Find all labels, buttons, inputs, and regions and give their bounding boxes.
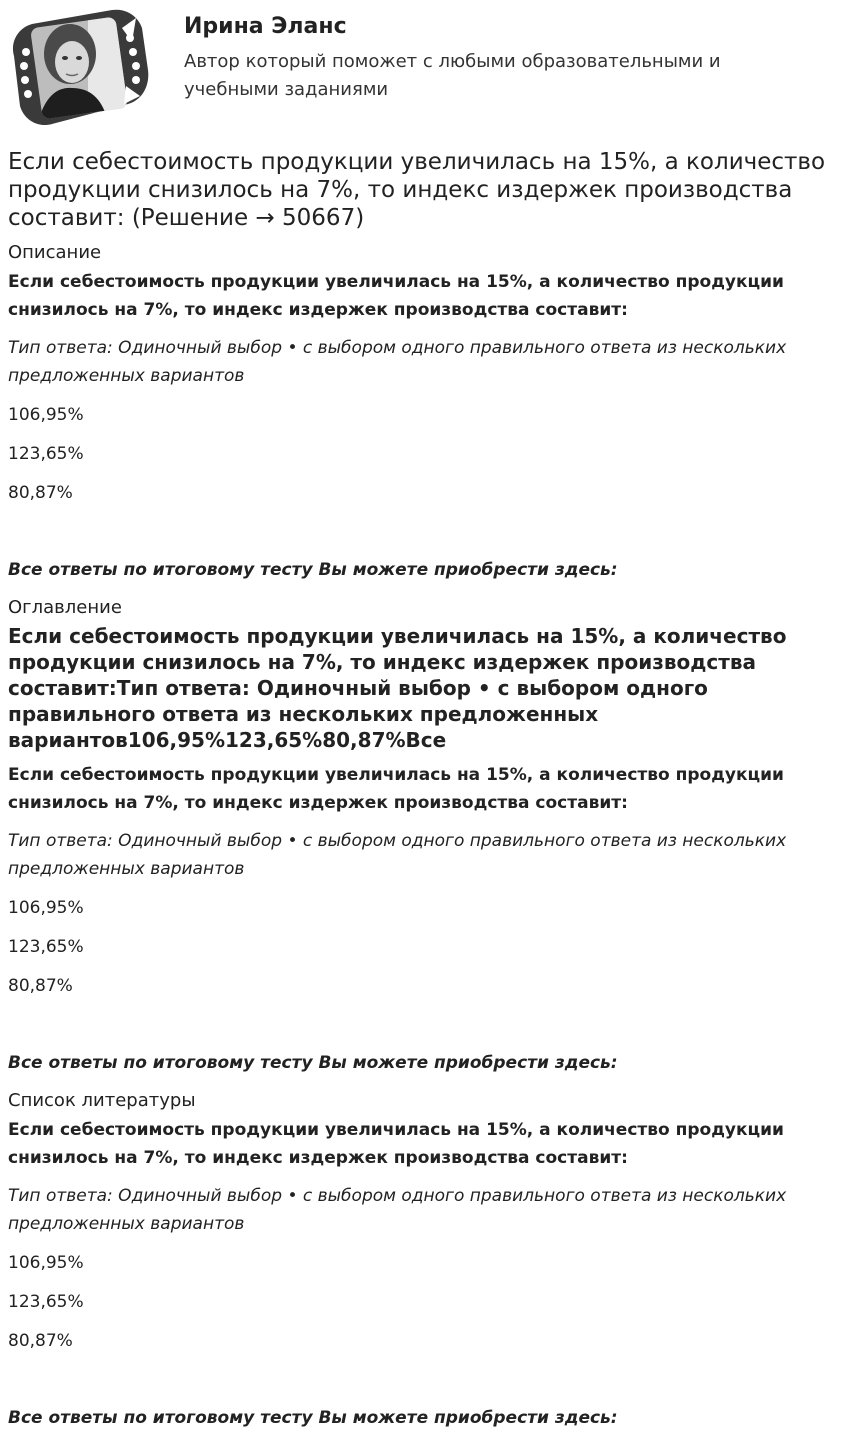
answer-type: Тип ответа: Одиночный выбор • с выбором одного правильного ответа из нескольких предложенных вариантов [8,831,787,879]
purchase-note: Все ответы по итоговому тесту Вы можете приобрести здесь: [8,1053,618,1073]
section-label-bibliography: Список литературы [8,1090,196,1111]
avatar[interactable] [8,8,150,128]
answer-type: Тип ответа: Одиночный выбор • с выбором одного правильного ответа из нескольких предложенных вариантов [8,1186,787,1234]
option-2: 123,65% [8,1292,84,1312]
film-frame-portrait-icon [8,8,150,128]
author-card [8,8,838,128]
option-3: 80,87% [8,1331,73,1351]
purchase-note: Все ответы по итоговому тесту Вы можете приобрести здесь: [8,1408,618,1428]
option-1: 106,95% [8,405,84,425]
toc-summary: Если себестоимость продукции увеличилась на 15%, а количество продукции снизилось на 7%, то индекс издержек производства составит:Тип ответа: Одиночный выбор • с выбором одного правильного ответа из нескольких предложенных вариантов106,95%123,65%80,87%Все [8,624,787,752]
section-label-description: Описание [8,242,102,263]
question-text: Если себестоимость продукции увеличилась на 15%, а количество продукции снизилось на 7%, то индекс издержек производства составит: [8,1120,784,1168]
content [8,148,839,1429]
option-3: 80,87% [8,976,73,996]
question-text: Если себестоимость продукции увеличилась на 15%, а количество продукции снизилось на 7%, то индекс издержек производства составит: [8,765,784,813]
answer-type: Тип ответа: Одиночный выбор • с выбором одного правильного ответа из нескольких предложенных вариантов [8,338,787,386]
option-2: 123,65% [8,444,84,464]
question-text: Если себестоимость продукции увеличилась на 15%, а количество продукции снизилось на 7%, то индекс издержек производства составит: [8,272,784,320]
option-2: 123,65% [8,937,84,957]
option-1: 106,95% [8,1253,84,1273]
author-description: Автор который поможет с любыми образовательными и учебными заданиями [184,51,721,100]
purchase-note: Все ответы по итоговому тесту Вы можете приобрести здесь: [8,560,618,580]
option-3: 80,87% [8,483,73,503]
section-label-toc: Оглавление [8,597,122,618]
option-1: 106,95% [8,898,84,918]
author-name[interactable]: Ирина Эланс [184,14,347,39]
page-title: Если себестоимость продукции увеличилась на 15%, а количество продукции снизилось на 7%, то индекс издержек производства составит: (Решение → 50667) [8,149,826,231]
